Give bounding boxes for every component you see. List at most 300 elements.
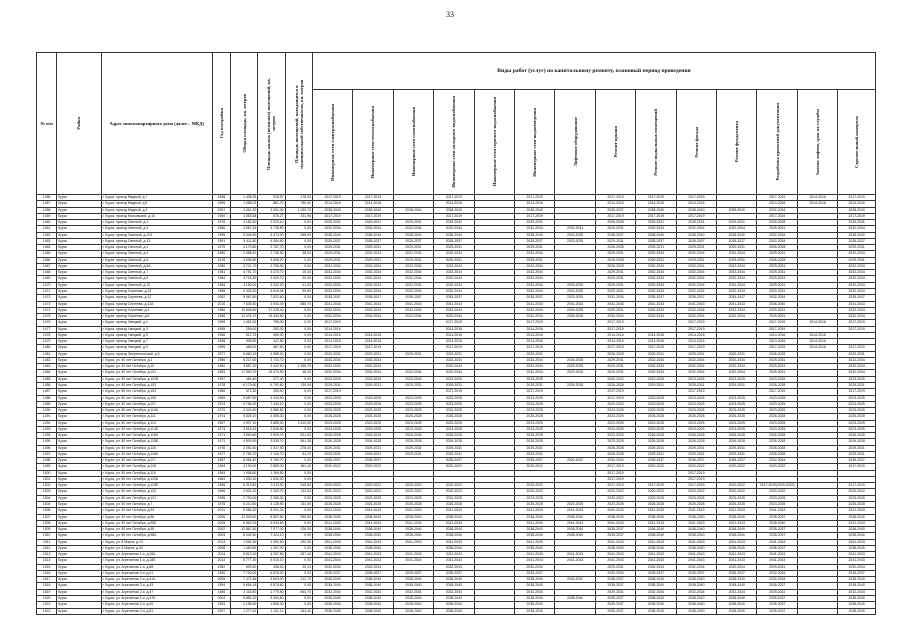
cell-work-10: 2032-2034 — [676, 589, 716, 595]
cell-work-9: 2029-2031 — [636, 445, 676, 451]
cell-district: Курск — [57, 476, 101, 482]
cell-work-8: 2029-2031 — [595, 564, 635, 570]
cell-work-11: 2026-2028 — [717, 414, 757, 420]
cell-work-9: 2038-2040 — [636, 514, 676, 520]
cell-area-municipal: 46,20 — [285, 370, 312, 376]
cell-work-3: 2041-2043 — [393, 539, 433, 545]
cell-work-1: 2017-2019 — [312, 320, 352, 326]
cell-work-8: 2014-2016 — [595, 332, 635, 338]
cell-total-area: 6 066,40 — [231, 458, 258, 464]
cell-address: г. Курск, ул. 50 лет Октября, д.118 — [101, 464, 212, 470]
cell-work-6: 2014-2016 — [514, 332, 554, 338]
cell-work-4: 2017-2019 — [434, 389, 474, 395]
cell-work-10: 2023-2025 — [676, 408, 716, 414]
cell-work-2: 2023-2025 — [353, 376, 393, 382]
cell-work-14: 2035-2037 — [838, 570, 876, 576]
cell-work-9: 2029-2031 — [636, 351, 676, 357]
cell-work-4: 2032-2034 — [434, 364, 474, 370]
cell-work-11: 2032-2034 — [717, 314, 757, 320]
cell-work-11: 2023-2025 — [717, 395, 757, 401]
cell-work-12: 2029-2031 — [757, 288, 797, 294]
cell-area-municipal: 38,00 — [285, 251, 312, 257]
header-work-8 — [595, 90, 635, 195]
cell-district: Курск — [57, 564, 101, 570]
cell-work-10: 2035-2037 — [676, 295, 716, 301]
cell-work-10: 2017-2019 — [676, 476, 716, 482]
cell-work-4: 2023-2025 — [434, 401, 474, 407]
cell-district: Курск — [57, 408, 101, 414]
cell-address: г. Курск, ул. 50 лет Октября, д.117 — [101, 458, 212, 464]
cell-work-13: 2014-2016 — [797, 345, 837, 351]
cell-work-4: 2038-2040 — [434, 232, 474, 238]
cell-year: 2010 — [212, 301, 230, 307]
cell-total-area: 6 862,00 — [231, 520, 258, 526]
cell-work-11: 2029-2031 — [717, 351, 757, 357]
cell-work-2: 2041-2043 — [353, 552, 393, 558]
cell-work-6: 2032-2034 — [514, 270, 554, 276]
cell-year: 1963 — [212, 464, 230, 470]
cell-area-premises: 2 787,70 — [258, 245, 285, 251]
cell-year: 1959 — [212, 495, 230, 501]
cell-work-4: 2023-2025 — [434, 495, 474, 501]
cell-work-11: 2038-2040 — [717, 527, 757, 533]
cell-work-8: 2035-2037 — [595, 533, 635, 539]
cell-work-9: 2035-2037 — [636, 570, 676, 576]
header-work-label: Лифтовое оборудование — [572, 117, 578, 167]
cell-row-number: 1459 — [37, 213, 57, 219]
cell-work-2: 2014-2016 — [353, 201, 393, 207]
cell-work-6: 2020-2022 — [514, 483, 554, 489]
cell-work-8: 2023-2025 — [595, 433, 635, 439]
cell-address: г. Курск, проезд Светлый, д.11Х — [101, 232, 212, 238]
cell-area-municipal: 0,00 — [285, 389, 312, 395]
cell-year: 1969 — [212, 395, 230, 401]
cell-total-area: 2 924,10 — [231, 489, 258, 495]
cell-work-12: 2026-2028 — [757, 451, 797, 457]
cell-year: 2014 — [212, 552, 230, 558]
cell-work-2: 2038-2040 — [353, 207, 393, 213]
cell-year: 1959 — [212, 326, 230, 332]
cell-area-municipal: 0,00 — [285, 257, 312, 263]
cell-area-municipal: 178,00 — [285, 195, 312, 201]
cell-address: г. Курск, проезд Сергеева, д.12А — [101, 301, 212, 307]
cell-work-9: 2035-2037 — [636, 295, 676, 301]
cell-row-number: 1483 — [37, 364, 57, 370]
cell-row-number: 1496 — [37, 445, 57, 451]
cell-work-4: 2029-2031 — [434, 245, 474, 251]
cell-work-4: 2038-2040 — [434, 577, 474, 583]
cell-work-4: 2041-2043 — [434, 508, 474, 514]
header-work-label: Разработка проектной документации — [774, 103, 780, 181]
cell-work-12: 2029-2031 — [757, 226, 797, 232]
cell-work-8: 2020-2022 — [595, 495, 635, 501]
cell-work-10: 2026-2028 — [676, 502, 716, 508]
cell-work-4: 2026-2028 — [434, 414, 474, 420]
cell-work-1: 2038-2040 — [312, 545, 352, 551]
cell-work-2: 2035-2037 — [353, 570, 393, 576]
header-work-1 — [312, 90, 352, 195]
cell-district: Курск — [57, 220, 101, 226]
cell-area-premises: 3 113,90 — [258, 483, 285, 489]
cell-work-9: 2032-2034 — [636, 589, 676, 595]
cell-work-7: 2032-2034 — [555, 226, 595, 232]
cell-work-14: 2032-2034 — [838, 364, 876, 370]
cell-work-14: 2032-2034 — [838, 589, 876, 595]
cell-area-premises: 2 223,10 — [258, 220, 285, 226]
cell-work-1: 2032-2034 — [312, 364, 352, 370]
cell-work-3: 2020-2022 — [393, 489, 433, 495]
cell-total-area: 1 530,10 — [231, 476, 258, 482]
cell-row-number: 1460 — [37, 220, 57, 226]
cell-area-premises: 1 407,00 — [258, 545, 285, 551]
cell-total-area: 3 887,20 — [231, 364, 258, 370]
cell-work-14: 2029-2031 — [838, 220, 876, 226]
cell-work-6: 2023-2025 — [514, 376, 554, 382]
cell-work-14: 2032-2034 — [838, 276, 876, 282]
cell-work-1: 2032-2034 — [312, 307, 352, 313]
cell-year: 2006 — [212, 514, 230, 520]
cell-address: г. Курск, проезд Светлый, д.1 — [101, 220, 212, 226]
cell-work-4: 2035-2037 — [434, 238, 474, 244]
header-year — [212, 53, 230, 195]
cell-work-10: 2035-2037 — [676, 570, 716, 576]
cell-work-2: 2029-2031 — [353, 245, 393, 251]
cell-work-3: 2035-2037 — [393, 570, 433, 576]
cell-address: г. Курск, ул. 50 лет Октября, д.7 — [101, 502, 212, 508]
cell-work-4: 2032-2034 — [434, 263, 474, 269]
cell-total-area: 5 411,80 — [231, 238, 258, 244]
cell-area-municipal: 278,40 — [285, 445, 312, 451]
cell-work-6: 2026-2028 — [514, 439, 554, 445]
cell-total-area: 1 408,25 — [231, 195, 258, 201]
cell-work-11: 2029-2031 — [717, 245, 757, 251]
cell-row-number: 1493 — [37, 426, 57, 432]
cell-work-2: 2026-2028 — [353, 439, 393, 445]
cell-work-14: 2041-2043 — [838, 508, 876, 514]
cell-work-10: 2032-2034 — [676, 263, 716, 269]
cell-address: г. Курск, проезд Сергеева, д.8 — [101, 314, 212, 320]
cell-work-4: 2020-2022 — [434, 483, 474, 489]
cell-work-10: 2041-2043 — [676, 520, 716, 526]
cell-work-2: 2023-2025 — [353, 420, 393, 426]
cell-area-municipal: 0,00 — [285, 414, 312, 420]
cell-work-4: 2026-2028 — [434, 433, 474, 439]
cell-work-10: 2032-2034 — [676, 370, 716, 376]
cell-work-1: 2026-2028 — [312, 414, 352, 420]
cell-work-6: 2035-2037 — [514, 295, 554, 301]
cell-work-10: 2017-2019 — [676, 389, 716, 395]
cell-work-3: 2029-2031 — [393, 351, 433, 357]
cell-address: г. Курск, проезд Светлый, д.4 — [101, 251, 212, 257]
cell-work-10: 2041-2043 — [676, 552, 716, 558]
cell-area-premises: 2 798,90 — [258, 263, 285, 269]
table-body — [37, 195, 876, 615]
cell-total-area: 12 540,60 — [231, 514, 258, 520]
cell-area-municipal: 0,00 — [285, 583, 312, 589]
cell-area-municipal: 0,00 — [285, 476, 312, 482]
cell-district: Курск — [57, 495, 101, 501]
cell-area-premises: 4 958,20 — [258, 351, 285, 357]
cell-district: Курск — [57, 357, 101, 363]
cell-year: 1963 — [212, 476, 230, 482]
cell-work-12: 2014-2016 — [757, 332, 797, 338]
cell-work-13: 2014-2016 — [797, 339, 837, 345]
cell-year: 1953 — [212, 470, 230, 476]
cell-work-3: 2032-2034 — [393, 251, 433, 257]
cell-address: г. Курск, проезд Медный, д.9 — [101, 201, 212, 207]
cell-work-3: 2038-2040 — [393, 514, 433, 520]
header-work-label: Ремонт фасада — [693, 126, 699, 158]
cell-address: г. Курск, проезд Сергеева, д.4 — [101, 307, 212, 313]
cell-work-9: 2020-2022 — [636, 464, 676, 470]
cell-address: г. Курск, проезд Светлый, д.2 — [101, 245, 212, 251]
cell-work-4: 2020-2022 — [434, 489, 474, 495]
cell-area-premises: 438,40 — [258, 564, 285, 570]
cell-work-12: 2029-2031 — [757, 251, 797, 257]
cell-work-2: 2041-2043 — [353, 301, 393, 307]
cell-row-number: 1513 — [37, 552, 57, 558]
cell-work-1: 2014-2016 — [312, 332, 352, 338]
cell-work-3: 2023-2025 — [393, 376, 433, 382]
cell-work-2: 2038-2040 — [353, 608, 393, 614]
cell-work-8: 2014-2016 — [595, 339, 635, 345]
cell-row-number: 1507 — [37, 514, 57, 520]
cell-work-12: 2026-2028 — [757, 257, 797, 263]
cell-work-3: 2038-2040 — [393, 608, 433, 614]
cell-address: г. Курск, ул. 50 лет Октября, д.120 — [101, 489, 212, 495]
cell-address: г. Курск, проезд Светлый, д.6 — [101, 257, 212, 263]
cell-work-7: 2023-2025 — [555, 232, 595, 238]
cell-work-6: 2032-2034 — [514, 314, 554, 320]
cell-work-1: 2032-2034 — [312, 263, 352, 269]
cell-work-14: 2041-2043 — [838, 301, 876, 307]
cell-work-12: 2035-2037 — [757, 514, 797, 520]
cell-work-1: 2038-2040 — [312, 577, 352, 583]
cell-district: Курск — [57, 320, 101, 326]
cell-work-1: 2014-2016 — [312, 326, 352, 332]
cell-work-8: 2041-2043 — [595, 508, 635, 514]
cell-total-area: 5 217,60 — [231, 357, 258, 363]
cell-district: Курск — [57, 288, 101, 294]
cell-total-area: 2 688,40 — [231, 251, 258, 257]
cell-address: г. Курск, ул. 50 лет Октября, д.96 — [101, 514, 212, 520]
cell-total-area: 5 777,30 — [231, 558, 258, 564]
cell-area-municipal: 0,00 — [285, 426, 312, 432]
cell-work-1: 2029-2031 — [312, 220, 352, 226]
cell-work-7: 2026-2028 — [555, 357, 595, 363]
cell-work-8: 2023-2025 — [595, 439, 635, 445]
cell-work-9: 2023-2025 — [636, 395, 676, 401]
cell-work-12: 2026-2028 — [757, 445, 797, 451]
cell-work-10: 2017-2019 — [676, 483, 716, 489]
cell-work-9: 2038-2040 — [636, 533, 676, 539]
cell-work-6: 2017-2019 — [514, 345, 554, 351]
cell-row-number: 1480 — [37, 345, 57, 351]
cell-work-6: 2032-2034 — [514, 370, 554, 376]
cell-work-1: 2038-2040 — [312, 583, 352, 589]
cell-work-1: 2029-2031 — [312, 245, 352, 251]
cell-year: 2003 — [212, 533, 230, 539]
cell-district: Курск — [57, 251, 101, 257]
cell-area-premises: 252,00 — [258, 326, 285, 332]
cell-work-14: 2041-2043 — [838, 539, 876, 545]
cell-year: 1985 — [212, 589, 230, 595]
cell-work-3: 2041-2043 — [393, 508, 433, 514]
cell-area-municipal: 0,00 — [285, 332, 312, 338]
cell-work-14: 2023-2025 — [838, 395, 876, 401]
cell-work-12: 2029-2031 — [757, 270, 797, 276]
cell-year: 1974 — [212, 414, 230, 420]
cell-work-13: 2014-2016 — [797, 195, 837, 201]
header-work-2 — [353, 90, 393, 195]
cell-work-3: 2032-2034 — [393, 370, 433, 376]
cell-work-12: 2014-2016 — [757, 201, 797, 207]
cell-work-9: 2032-2034 — [636, 282, 676, 288]
cell-area-municipal: 585,70 — [285, 301, 312, 307]
cell-work-8: 2041-2043 — [595, 539, 635, 545]
cell-work-14: 2032-2034 — [838, 270, 876, 276]
cell-row-number: 1519 — [37, 589, 57, 595]
cell-address: г. Курск, ул. Агрегатная 1-я, д.88 — [101, 564, 212, 570]
cell-total-area: 8 042,50 — [231, 533, 258, 539]
cell-work-11: 2032-2034 — [717, 357, 757, 363]
cell-work-3: 2035-2037 — [393, 238, 433, 244]
cell-work-2: 2035-2037 — [353, 295, 393, 301]
cell-district: Курск — [57, 508, 101, 514]
cell-work-4: 2041-2043 — [434, 301, 474, 307]
cell-work-12: 2029-2031 — [757, 370, 797, 376]
cell-work-6: 2032-2034 — [514, 357, 554, 363]
cell-district: Курск — [57, 282, 101, 288]
cell-work-2: 2014-2016 — [353, 332, 393, 338]
cell-work-8: 2026-2028 — [595, 220, 635, 226]
cell-row-number: 1498 — [37, 458, 57, 464]
cell-total-area: 17 590,70 — [231, 370, 258, 376]
cell-work-11: 2026-2028 — [717, 439, 757, 445]
cell-area-municipal: 0,00 — [285, 263, 312, 269]
cell-work-6: 2038-2040 — [514, 527, 554, 533]
cell-work-4: 2038-2040 — [434, 602, 474, 608]
cell-area-municipal: 780,00 — [285, 201, 312, 207]
header-work-label: Ремонт крыши — [612, 126, 618, 158]
cell-work-3: 2032-2034 — [393, 282, 433, 288]
cell-work-4: 2029-2031 — [434, 257, 474, 263]
cell-work-7: 2041-2043 — [555, 508, 595, 514]
header-work-label: Инженерные сети теплоснабжения — [370, 105, 376, 179]
cell-address: г. Курск, ул. 50 лет Октября, д.103 — [101, 382, 212, 388]
cell-work-2: 2032-2034 — [353, 357, 393, 363]
cell-address: г. Курск, проезд Умецкий, д.9 — [101, 345, 212, 351]
cell-work-10: 2041-2043 — [676, 508, 716, 514]
header-work-11 — [717, 90, 757, 195]
cell-year: 1992 — [212, 295, 230, 301]
cell-work-9: 2032-2034 — [636, 226, 676, 232]
cell-work-4: 2017-2019 — [434, 213, 474, 219]
cell-work-10: 2029-2031 — [676, 245, 716, 251]
header-work-9 — [636, 90, 676, 195]
cell-work-12: 2020-2022 — [757, 464, 797, 470]
cell-area-municipal: 1 255,70 — [285, 364, 312, 370]
cell-district: Курск — [57, 589, 101, 595]
cell-work-1: 2032-2034 — [312, 276, 352, 282]
cell-address: г. Курск, ул. 50 лет Октября, д.115А — [101, 433, 212, 439]
cell-work-3: 2038-2040 — [393, 232, 433, 238]
cell-work-12: 2029-2031 — [757, 589, 797, 595]
cell-work-6: 2017-2019 — [514, 320, 554, 326]
cell-area-premises: 5 394,80 — [258, 596, 285, 602]
cell-work-11: 2035-2037 — [717, 295, 757, 301]
cell-total-area: 5 013,80 — [231, 483, 258, 489]
cell-work-12: 2041-2043 — [757, 552, 797, 558]
cell-area-municipal: 231,96 — [285, 213, 312, 219]
cell-row-number: 1474 — [37, 307, 57, 313]
cell-row-number: 1471 — [37, 288, 57, 294]
cell-work-10: 2038-2040 — [676, 602, 716, 608]
cell-work-14: 2032-2034 — [838, 282, 876, 288]
cell-work-6: 2032-2034 — [514, 589, 554, 595]
header-work-7 — [555, 90, 595, 195]
cell-work-9: 2023-2025 — [636, 376, 676, 382]
cell-address: г. Курск, проезд Умецкий, д.1 — [101, 320, 212, 326]
cell-total-area: 10 548,80 — [231, 307, 258, 313]
cell-district: Курск — [57, 382, 101, 388]
cell-area-premises: 5 792,60 — [258, 382, 285, 388]
cell-district: Курск — [57, 345, 101, 351]
cell-area-premises: 915,97 — [258, 195, 285, 201]
cell-work-11: 2032-2034 — [717, 251, 757, 257]
cell-work-10: 2038-2040 — [676, 545, 716, 551]
cell-work-10: 2026-2028 — [676, 439, 716, 445]
cell-work-4: 2026-2028 — [434, 439, 474, 445]
cell-work-4: 2014-2016 — [434, 326, 474, 332]
cell-work-6: 2014-2016 — [514, 339, 554, 345]
cell-work-14: 2023-2025 — [838, 495, 876, 501]
cell-work-9: 2038-2040 — [636, 596, 676, 602]
cell-row-number: 1516 — [37, 570, 57, 576]
cell-address: г. Курск, ул. 50 лет Октября, д.119А — [101, 476, 212, 482]
cell-work-9: 2014-2016 — [636, 332, 676, 338]
cell-work-7: 2023-2025 — [555, 370, 595, 376]
cell-work-12: 2035-2037 — [757, 608, 797, 614]
cell-work-4: 2023-2025 — [434, 408, 474, 414]
cell-work-6: 2026-2028 — [514, 433, 554, 439]
cell-area-premises: 8 597,60 — [258, 514, 285, 520]
cell-row-number: 1504 — [37, 495, 57, 501]
cell-work-8: 2041-2043 — [595, 558, 635, 564]
cell-address: г. Курск, ул. 50 лет Октября, д.1 — [101, 357, 212, 363]
cell-work-3: 2038-2040 — [393, 583, 433, 589]
cell-work-8: 2017-2019 — [595, 470, 635, 476]
cell-work-6: 2032-2034 — [514, 282, 554, 288]
cell-work-8: 2029-2031 — [595, 270, 635, 276]
cell-total-area: 4 150,00 — [231, 282, 258, 288]
cell-work-8: 2032-2034 — [595, 570, 635, 576]
cell-work-11: 2032-2034 — [717, 282, 757, 288]
cell-work-12: 2038-2040 — [757, 520, 797, 526]
cell-work-8: 2029-2031 — [595, 357, 635, 363]
cell-work-12: 2023-2025 — [757, 495, 797, 501]
cell-district: Курск — [57, 270, 101, 276]
cell-area-municipal: 41,20 — [285, 282, 312, 288]
cell-work-8: 2035-2037 — [595, 527, 635, 533]
cell-row-number: 1475 — [37, 314, 57, 320]
cell-work-4: 2035-2037 — [434, 295, 474, 301]
cell-row-number: 1467 — [37, 263, 57, 269]
cell-work-9: 2038-2040 — [636, 207, 676, 213]
cell-work-8: 2017-2019 — [595, 464, 635, 470]
cell-work-4: 2029-2031 — [434, 382, 474, 388]
cell-area-premises: 467,50 — [258, 345, 285, 351]
